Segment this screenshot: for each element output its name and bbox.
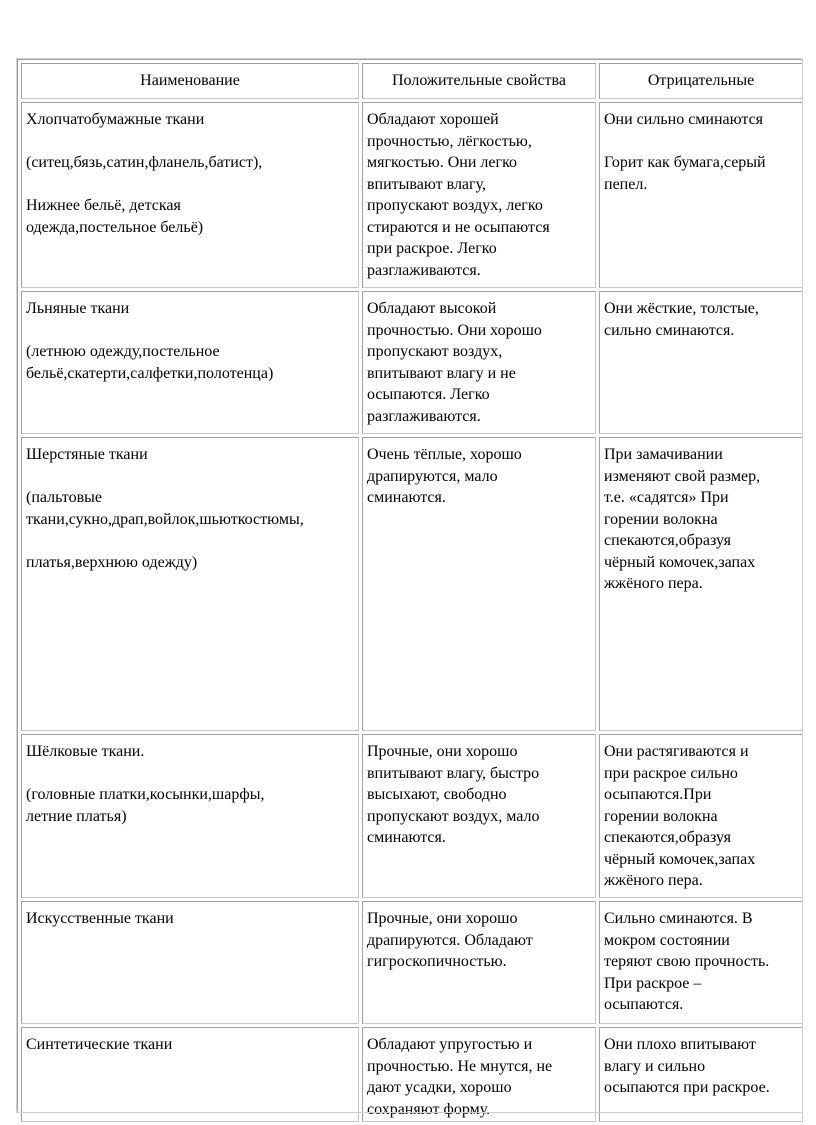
negative-text: чёрный комочек,запах [604,553,756,571]
positive-text: сминаются. [367,829,446,846]
positive-text: прочностью. Не мнутся, не [367,1057,553,1075]
negative-text: мокром состоянии [604,931,730,949]
cell-negative [599,1027,803,1122]
cell-name [21,734,359,898]
header-name: Наименование [21,63,359,99]
positive-text: прочностью. Они хорошо [367,321,542,339]
positive-text: Очень тёплые, хорошо [367,446,522,463]
fabric-examples: (летнюю одежду,постельное [26,343,220,360]
negative-text: теряют свою прочность. [604,953,770,970]
fabric-examples: ткани,сукно,драп,войлок,шьюткостюмы, [26,510,304,528]
negative-text: При замачивании [604,446,723,463]
negative-text: Они растягиваются и [604,743,749,760]
negative-text: горении волокна [604,807,718,825]
positive-text: разглаживаются. [367,261,481,279]
cell-positive [362,437,596,731]
table-row [21,291,803,434]
negative-text: сильно сминаются. [604,321,735,339]
fabric-usage: Нижнее бельё, детская [26,197,181,214]
positive-text: драпируются, мало [367,467,498,485]
negative-text: спекаются,образуя [604,829,731,846]
positive-text: драпируются. Обладают [367,931,533,949]
negative-text: Они плохо впитывают [604,1036,756,1053]
cell-negative [599,291,803,434]
positive-text: сохраняют форму. [367,1100,491,1118]
cell-positive [362,102,596,288]
cell-positive [362,901,596,1024]
positive-text: дают усадки, хорошо [367,1079,512,1096]
fabric-examples: летние платья) [26,807,127,825]
negative-text: жжёного пера. [604,575,703,592]
positive-text: стираются и не осыпаются [367,218,550,236]
negative-text: горении волокна [604,510,718,528]
negative-text: чёрный комочек,запах [604,850,756,868]
header-negative: Отрицательные [599,63,803,99]
negative-text: влагу и сильно [604,1057,706,1075]
cell-name [21,102,359,288]
positive-text: Обладают хорошей [367,111,499,128]
table-row [21,102,803,288]
fabric-examples: бельё,скатерти,салфетки,полотенца) [26,364,274,382]
cell-positive [362,291,596,434]
negative-text: при раскрое сильно [604,764,738,782]
negative-text: Они сильно сминаются [604,111,764,128]
positive-text: впитывают влагу, [367,175,486,193]
positive-text: Обладают упругостью и [367,1036,533,1053]
positive-text: Прочные, они хорошо [367,910,518,927]
fabric-name: Искусственные ткани [26,910,174,927]
negative-text: При раскрое – [604,974,702,992]
negative-text: осыпаются при раскрое. [604,1079,770,1096]
fabric-usage: одежда,постельное бельё) [26,218,204,236]
fabric-name: Льняные ткани [26,300,130,317]
positive-text: пропускают воздух, мало [367,807,540,825]
fabric-examples: (ситец,бязь,сатин,фланель,батист), [26,154,263,171]
negative-text: изменяют свой размер, [604,467,761,485]
positive-text: сминаются. [367,489,446,506]
positive-text: мягкостью. Они легко [367,154,518,171]
cell-name [21,1027,359,1122]
negative-text: Они жёсткие, толстые, [604,300,759,317]
cell-positive [362,734,596,898]
positive-text: гигроскопичностью. [367,953,507,970]
fabric-examples: (головные платки,косынки,шарфы, [26,786,265,803]
cell-name [21,437,359,731]
fabric-name: Шерстяные ткани [26,446,148,463]
cell-name [21,291,359,434]
fabric-name: Хлопчатобумажные ткани [26,111,205,128]
table-row [21,901,803,1024]
positive-text: впитывают влагу, быстро [367,764,540,782]
table [18,60,806,1125]
header-positive: Положительные свойства [362,63,596,99]
positive-text: пропускают воздух, легко [367,197,543,214]
cell-negative [599,901,803,1024]
cell-positive [362,1027,596,1122]
positive-text: высыхают, свободно [367,786,507,803]
positive-text: впитывают влагу и не [367,364,516,382]
negative-text: Сильно сминаются. В [604,910,753,927]
negative-text: осыпаются.При [604,786,712,803]
table-row [21,1027,803,1122]
negative-text: спекаются,образуя [604,532,731,549]
positive-text: осыпаются. Легко [367,386,490,403]
negative-text: пепел. [604,175,648,193]
negative-text: осыпаются. [604,996,684,1013]
table-row [21,734,803,898]
table-row [21,437,803,731]
negative-text: Горит как бумага,серый [604,154,766,171]
positive-text: пропускают воздух, [367,343,503,360]
negative-text: т.е. «садятся» При [604,489,729,506]
fabric-examples: платья,верхнюю одежду) [26,553,198,571]
negative-text: жжёного пера. [604,872,703,889]
fabric-name: Синтетические ткани [26,1036,173,1053]
positive-text: при раскрое. Легко [367,240,497,257]
cell-negative [599,734,803,898]
positive-text: Обладают высокой [367,300,497,317]
fabric-properties-table [17,59,802,1118]
cell-name [21,901,359,1024]
positive-text: прочностью, лёгкостью, [367,132,532,150]
cell-negative [599,102,803,288]
fabric-name: Шёлковые ткани. [26,743,145,760]
positive-text: Прочные, они хорошо [367,743,518,760]
cell-negative [599,437,803,731]
header-row [21,63,803,99]
fabric-examples: (пальтовые [26,489,102,506]
positive-text: разглаживаются. [367,407,481,425]
